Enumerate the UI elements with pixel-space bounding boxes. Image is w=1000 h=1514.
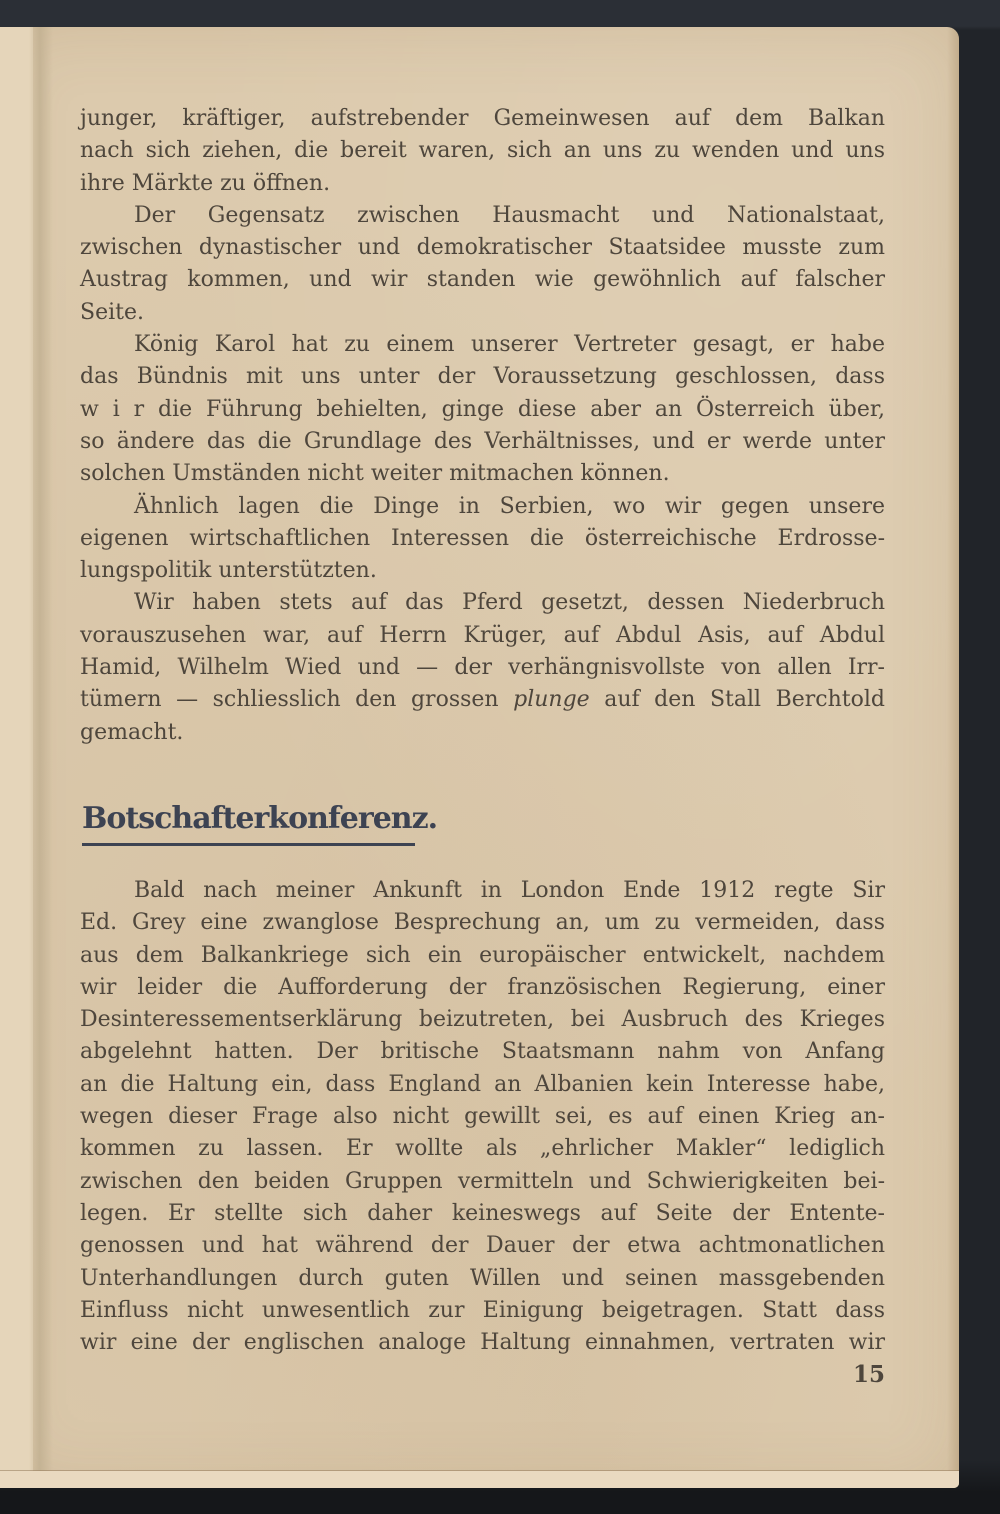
page-right-edge bbox=[947, 27, 959, 1488]
text-block bbox=[80, 103, 885, 1392]
text-line: ihre Märkte zu öffnen. bbox=[80, 170, 331, 196]
text-line: Ähnlich lagen die Dinge in Serbien, wo wir gegen unsere bbox=[134, 493, 885, 519]
text-line: solchen Umständen nicht weiter mitmachen können. bbox=[80, 461, 670, 487]
text-line: zwischen dynastischer und demokratischer Staatsidee musste zum bbox=[80, 235, 885, 261]
text-line: tümern — schliesslich den grossen plunge auf den Stall Berchtold bbox=[80, 687, 885, 713]
text-line: wir leider die Aufforderung der französischen Regierung, einer bbox=[80, 974, 885, 1000]
text-line: so ändere das die Grundlage des Verhältnisses, und er werde unter bbox=[80, 428, 885, 454]
text-line: junger, kräftiger, aufstrebender Gemeinwesen auf dem Balkan bbox=[80, 106, 885, 131]
text-line: aus dem Balkankriege sich ein europäischer entwickelt, nachdem bbox=[80, 942, 885, 968]
text-line: genossen und hat während der Dauer der etwa achtmonatlichen bbox=[80, 1233, 885, 1259]
text-line: Der Gegensatz zwischen Hausmacht und Nationalstaat, bbox=[134, 202, 885, 228]
text-line: wir eine der englischen analoge Haltung einnahmen, vertraten wir bbox=[80, 1330, 885, 1356]
text-line: Bald nach meiner Ankunft in London Ende 1912 regte Sir bbox=[134, 877, 885, 903]
text-line: Einfluss nicht unwesentlich zur Einigung beigetragen. Statt dass bbox=[80, 1297, 885, 1323]
page-crease-shadow bbox=[29, 27, 53, 1488]
paragraph bbox=[80, 200, 885, 329]
text-line: das Bündnis mit uns unter der Voraussetzung geschlossen, dass bbox=[80, 364, 885, 390]
page-bottom-edge bbox=[0, 1471, 959, 1488]
body-paragraphs bbox=[80, 103, 885, 749]
text-line: lungspolitik unterstützten. bbox=[80, 558, 377, 584]
book-page bbox=[0, 27, 959, 1488]
text-line: König Karol hat zu einem unserer Vertreter gesagt, er habe bbox=[134, 332, 885, 358]
text-line: gemacht. bbox=[80, 719, 184, 745]
paragraph bbox=[80, 103, 885, 200]
paragraph bbox=[80, 587, 885, 748]
text-line: Unterhandlungen durch guten Willen und seinen massgebenden bbox=[80, 1265, 885, 1291]
text-line: Ed. Grey eine zwanglose Besprechung an, um zu vermeiden, dass bbox=[80, 910, 885, 936]
text-line: nach sich ziehen, die bereit waren, sich an uns zu wenden und uns bbox=[80, 138, 885, 164]
text-line: Austrag kommen, und wir standen wie gewöhnlich auf falscher bbox=[80, 267, 885, 293]
text-line: w i r die Führung behielten, ginge diese aber an Österreich über, bbox=[80, 396, 885, 422]
text-line: vorauszusehen war, auf Herrn Krüger, auf Abdul Asis, auf Abdul bbox=[80, 622, 885, 648]
text-line: zwischen den beiden Gruppen vermitteln und Schwierigkeiten bei- bbox=[80, 1168, 885, 1194]
heading-rule bbox=[82, 843, 415, 846]
text-line: legen. Er stellte sich daher keineswegs auf Seite der Entente- bbox=[80, 1200, 885, 1226]
paragraph bbox=[80, 491, 885, 588]
text-line: abgelehnt hatten. Der britische Staatsmann nahm von Anfang bbox=[80, 1039, 885, 1065]
italic-text: plunge bbox=[513, 687, 590, 713]
text-line: Desinteressementserklärung beizutreten, bei Ausbruch des Krieges bbox=[80, 1007, 885, 1033]
paragraph bbox=[80, 329, 885, 490]
text-line: Hamid, Wilhelm Wied und — der verhängnisvollste von allen Irr- bbox=[80, 655, 885, 681]
text-line: eigenen wirtschaftlichen Interessen die österreichische Erdrosse- bbox=[80, 525, 885, 551]
text-line: Seite. bbox=[80, 299, 144, 325]
section-heading: Botschafterkonferenz. bbox=[82, 800, 438, 836]
text-line: Wir haben stets auf das Pferd gesetzt, dessen Niederbruch bbox=[134, 590, 885, 616]
page-number: 15 bbox=[852, 1361, 885, 1389]
section-paragraphs bbox=[80, 875, 885, 1359]
text-line: wegen dieser Frage also nicht gewillt sei, es auf einen Krieg an- bbox=[80, 1104, 885, 1130]
text-line: an die Haltung ein, dass England an Albanien kein Interesse habe, bbox=[80, 1071, 885, 1097]
text-line: kommen zu lassen. Er wollte als „ehrlicher Makler“ lediglich bbox=[80, 1136, 885, 1162]
paragraph bbox=[80, 875, 885, 1359]
